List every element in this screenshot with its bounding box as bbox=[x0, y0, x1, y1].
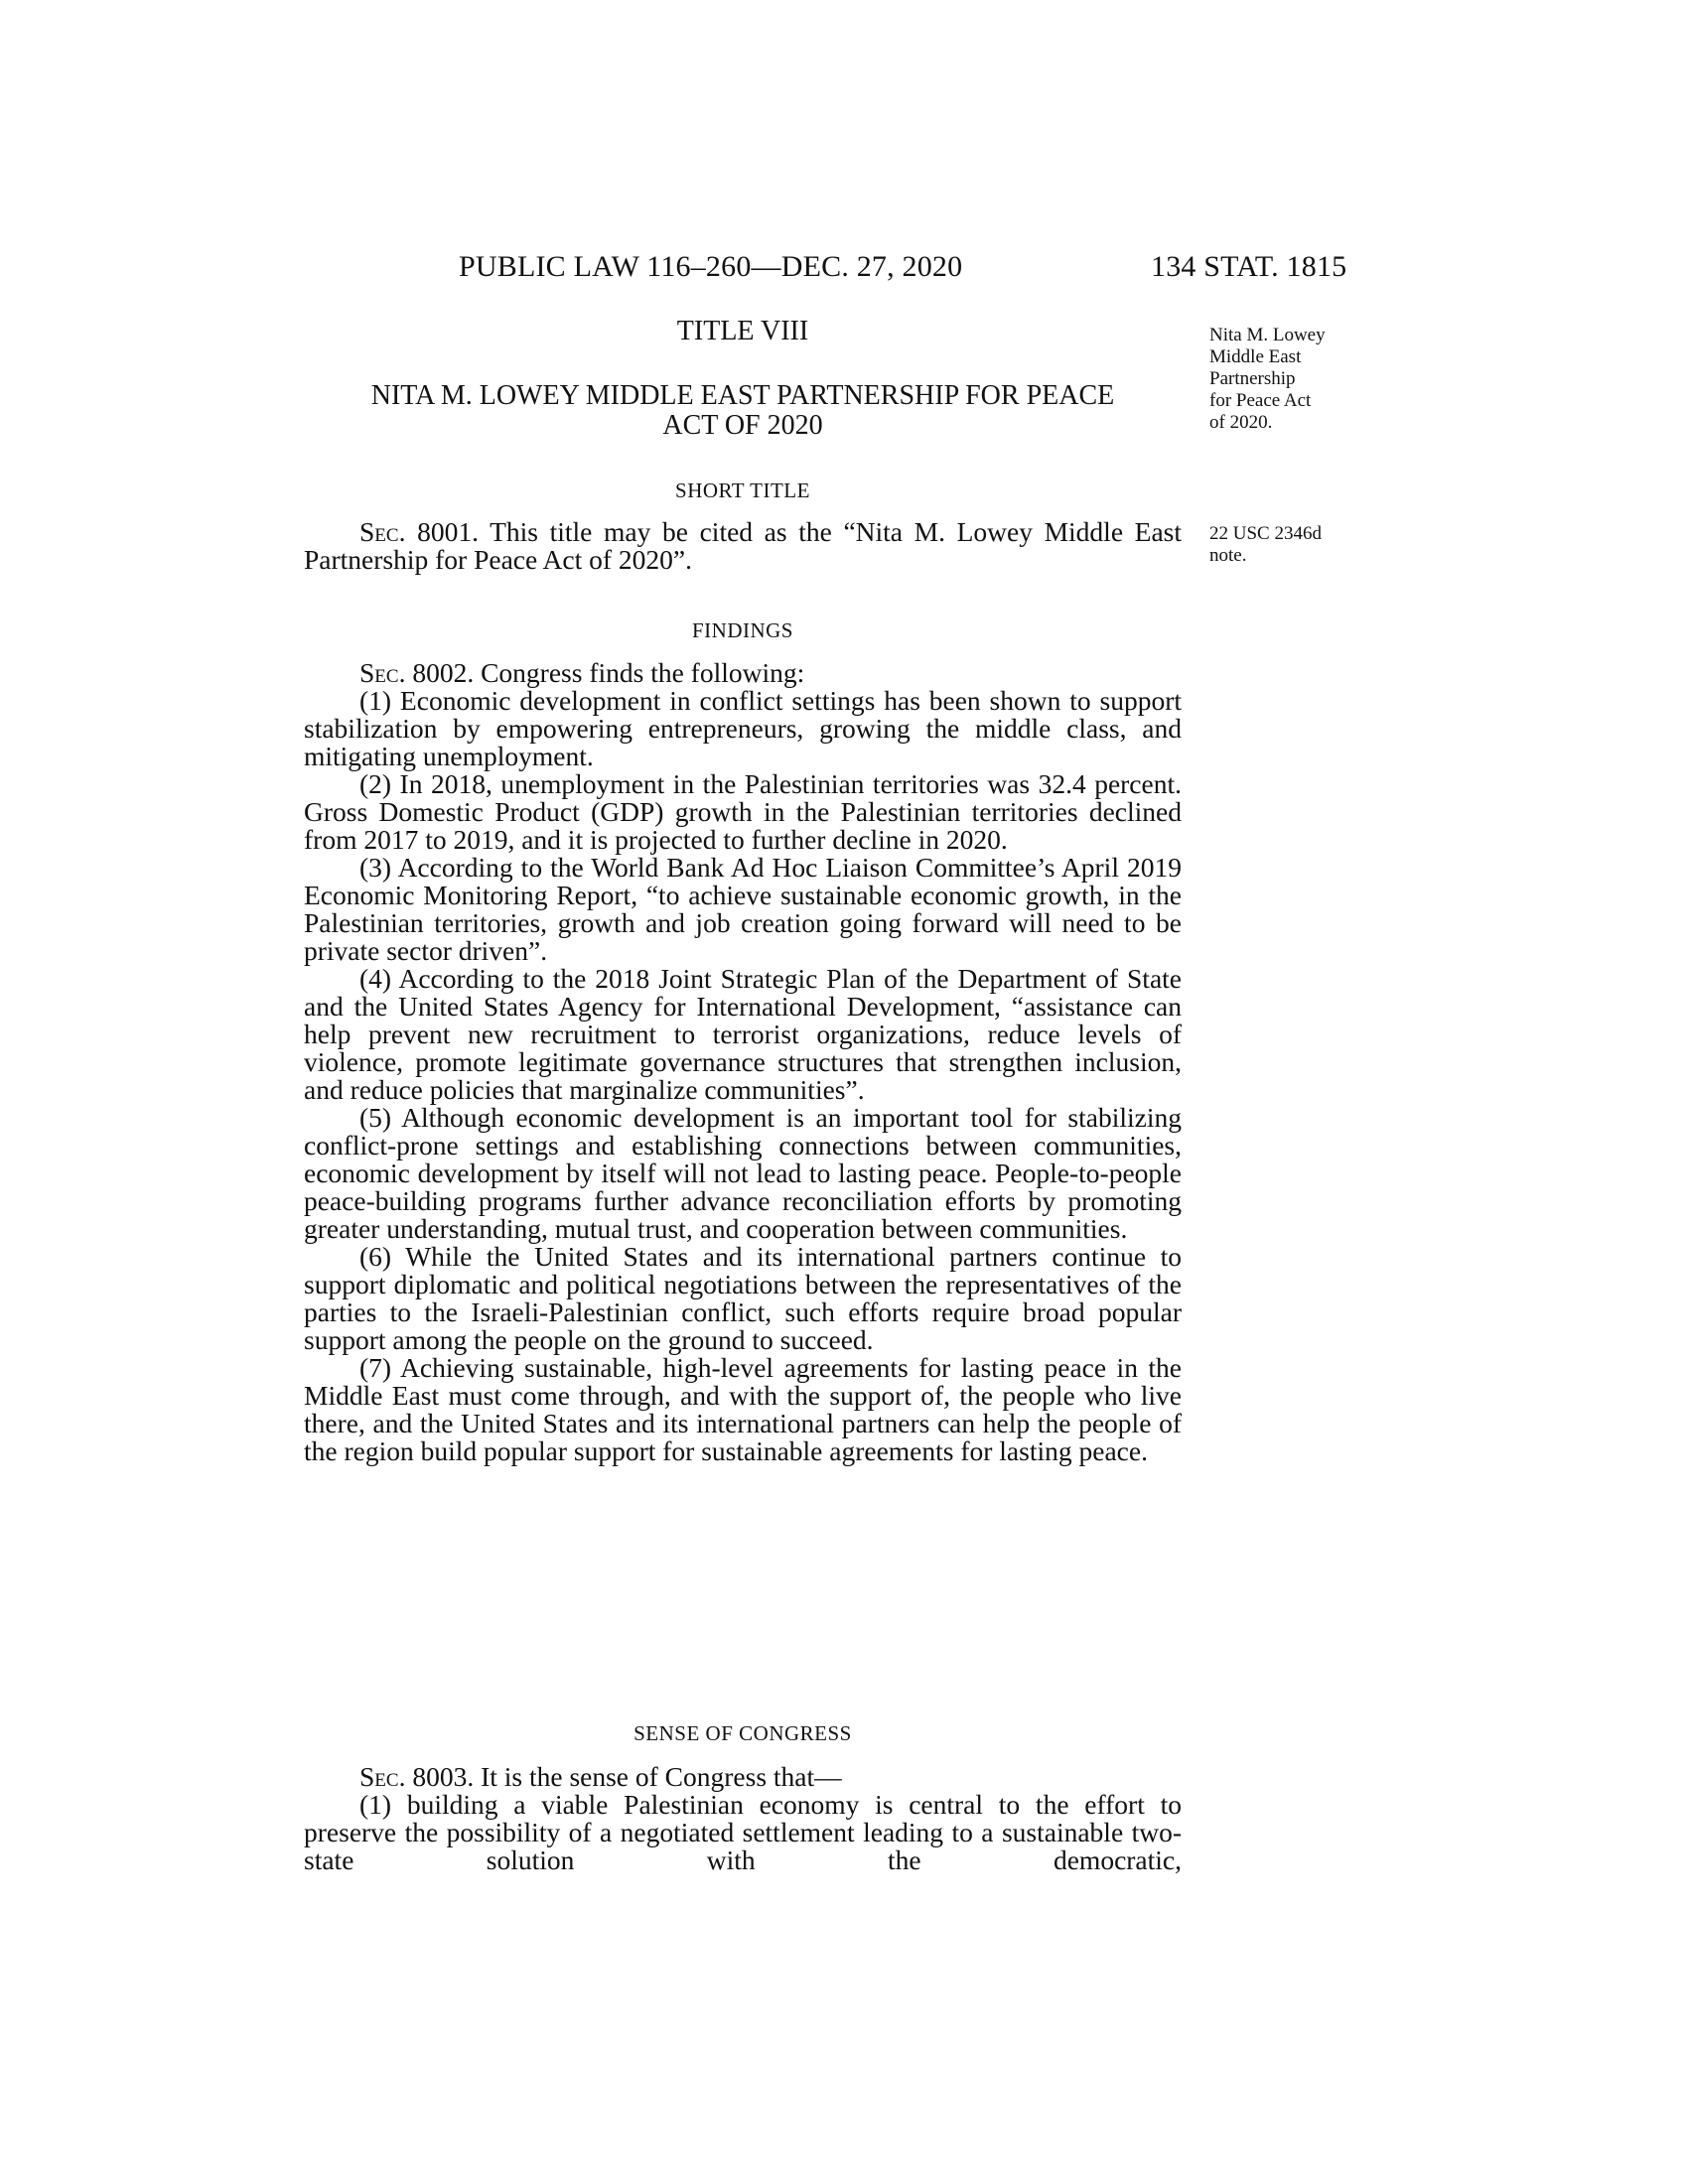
margin-note-line: of 2020. bbox=[1209, 412, 1273, 433]
title-name-line-1: NITA M. LOWEY MIDDLE EAST PARTNERSHIP FOR PEACE bbox=[370, 380, 1115, 411]
finding-item: (6) While the United States and its international partners continue to support diplomatic and political negotiations between the representatives of the parties to the Israeli-Palestinian conflict, such efforts require broad popular support among the people on the ground to succeed. bbox=[304, 1241, 1182, 1355]
margin-note-title bbox=[1209, 325, 1383, 434]
section-8003-intro: 8003. It is the sense of Congress that— bbox=[405, 1761, 842, 1792]
section-label: Sec. bbox=[359, 1761, 406, 1792]
margin-note-line: Nita M. Lowey bbox=[1209, 325, 1326, 345]
section-8001-text: 8001. This title may be cited as the “Nita M. Lowey Middle East Partnership for Peace Act of 2020”. bbox=[304, 516, 1182, 575]
section-label: Sec. bbox=[359, 657, 406, 688]
heading-findings: FINDINGS bbox=[691, 618, 793, 642]
margin-note-line: for Peace Act bbox=[1209, 390, 1312, 411]
finding-item: (4) According to the 2018 Joint Strategic Plan of the Department of State and the United States Agency for International Development, “assistance can help prevent new recruitment to terrorist organizations, reduce levels of violence, promote legitimate governance structures that strengthen inclusion, and reduce policies that marginalize communities”. bbox=[304, 963, 1182, 1105]
section-8002-intro: 8002. Congress finds the following: bbox=[405, 657, 805, 688]
heading-sense-of-congress: SENSE OF CONGRESS bbox=[633, 1721, 852, 1745]
finding-item: (7) Achieving sustainable, high-level agreements for lasting peace in the Middle East must come through, and with the support of, the people who live there, and the United States and its international partners can help the people of the region build popular support for sustainable agreements for lasting peace. bbox=[304, 1352, 1182, 1466]
running-header-page-number: 134 STAT. 1815 bbox=[1151, 250, 1347, 283]
title-number: TITLE VIII bbox=[676, 316, 809, 346]
heading-short-title: SHORT TITLE bbox=[675, 478, 810, 502]
running-header-public-law: PUBLIC LAW 116–260—DEC. 27, 2020 bbox=[459, 250, 963, 283]
section-8002 bbox=[304, 659, 1182, 1465]
finding-item: (1) Economic development in conflict settings has been shown to support stabilization by empowering entrepreneurs, growing the middle class, and mitigating unemployment. bbox=[304, 685, 1182, 771]
margin-note-line: Middle East bbox=[1209, 346, 1302, 367]
margin-note-line: 22 USC 2346d bbox=[1209, 523, 1322, 544]
finding-item: (5) Although economic development is an important tool for stabilizing conflict-prone settings and establishing connections between communities, economic development by itself will not lead to lasting peace. People-to-people peace-building programs further advance reconciliation efforts by promoting greater understanding, mutual trust, and cooperation between communities. bbox=[304, 1102, 1182, 1244]
title-name-line-2: ACT OF 2020 bbox=[662, 410, 823, 441]
margin-note-line: Partnership bbox=[1209, 368, 1296, 389]
section-label: Sec. bbox=[359, 516, 406, 547]
margin-note-line: note. bbox=[1209, 545, 1247, 566]
sense-item: (1) building a viable Palestinian economy is central to the effort to preserve the possibility of a negotiated settlement leading to a sustainable two-state solution with the democratic, bbox=[304, 1789, 1182, 1875]
finding-item: (3) According to the World Bank Ad Hoc Liaison Committee’s April 2019 Economic Monitoring Report, “to achieve sustainable economic growth, in the Palestinian territories, growth and job creation going forward will need to be private sector driven”. bbox=[304, 852, 1182, 966]
section-8001 bbox=[304, 518, 1182, 574]
section-8003 bbox=[304, 1763, 1182, 1874]
title-name bbox=[304, 381, 1182, 441]
finding-item: (2) In 2018, unemployment in the Palestinian territories was 32.4 percent. Gross Domestic Product (GDP) growth in the Palestinian territories declined from 2017 to 2019, and it is projected to further decline in 2020. bbox=[304, 768, 1182, 855]
margin-note-usc bbox=[1209, 523, 1383, 567]
